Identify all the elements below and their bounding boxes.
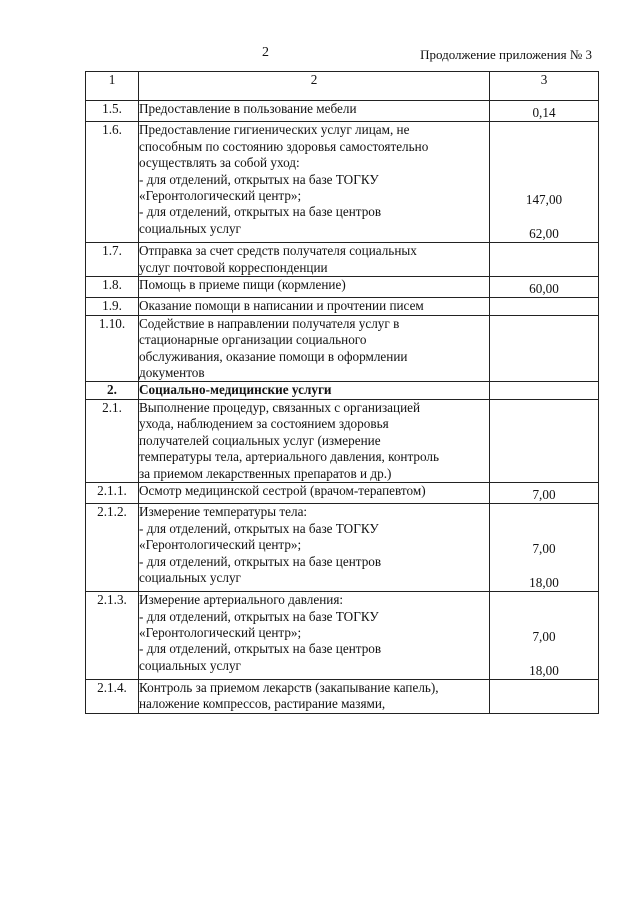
- service-name: [139, 399, 490, 482]
- continuation-label: Продолжение приложения № 3: [420, 47, 592, 62]
- service-name-line: ухода, наблюдением за состоянием здоровья: [139, 416, 389, 432]
- service-name-line: Помощь в приеме пищи (кормление): [139, 277, 346, 293]
- column-header-1: 1: [86, 72, 139, 101]
- row-number: 1.6.: [86, 122, 139, 243]
- service-name-line: Предоставление гигиенических услуг лицам, не: [139, 122, 410, 138]
- tariff-value-item: 60,00: [529, 281, 559, 297]
- service-name: [139, 122, 490, 243]
- tariff-value-item: 62,00: [529, 225, 559, 241]
- row-number: 1.9.: [86, 298, 139, 315]
- service-name: [139, 298, 490, 315]
- tariff-value-item: 0,14: [532, 105, 556, 120]
- service-name: [139, 592, 490, 680]
- service-name-line: Выполнение процедур, связанных с организацией: [139, 399, 421, 415]
- table-row: [86, 101, 599, 122]
- service-name-line: «Геронтологический центр»;: [139, 537, 302, 553]
- service-name-line: документов: [139, 365, 205, 381]
- service-name-line: «Геронтологический центр»;: [139, 188, 302, 204]
- table-row: [86, 382, 599, 399]
- column-header-3: 3: [490, 72, 599, 101]
- service-name: [139, 382, 490, 399]
- tariff-value: [490, 122, 599, 243]
- table-row: [86, 679, 599, 713]
- service-name: [139, 101, 490, 122]
- table-row: [86, 298, 599, 315]
- tariff-value-item: [490, 680, 598, 684]
- row-number: 1.8.: [86, 277, 139, 298]
- service-name-line: осуществлять за собой уход:: [139, 155, 300, 171]
- row-number: 2.1.4.: [86, 679, 139, 713]
- tariff-value: [490, 482, 599, 503]
- service-name-line: Содействие в направлении получателя услуг в: [139, 315, 400, 331]
- service-name-line: способным по состоянию здоровья самостоятельно: [139, 138, 429, 154]
- tariff-value-item: [490, 316, 598, 320]
- table-row: [86, 243, 599, 277]
- service-name: [139, 277, 490, 298]
- table-row: [86, 315, 599, 382]
- service-name-line: Оказание помощи в написании и прочтении писем: [139, 298, 424, 314]
- table-row: [86, 399, 599, 482]
- table-row: [86, 504, 599, 592]
- service-name-line: - для отделений, открытых на базе центров: [139, 641, 382, 657]
- tariff-value-item: 18,00: [529, 574, 559, 590]
- tariff-value-item: 18,00: [529, 662, 559, 678]
- service-name: [139, 482, 490, 503]
- service-name-line: Социально-медицинские услуги: [139, 382, 332, 398]
- service-name-line: «Геронтологический центр»;: [139, 624, 302, 640]
- service-name: [139, 243, 490, 277]
- column-header-2: 2: [139, 72, 490, 101]
- tariff-value: [490, 504, 599, 592]
- row-number: 1.7.: [86, 243, 139, 277]
- service-name-line: социальных услуг: [139, 657, 241, 673]
- tariff-value-item: 7,00: [532, 541, 556, 557]
- table-row: [86, 122, 599, 243]
- tariff-value: [490, 243, 599, 277]
- service-name: [139, 315, 490, 382]
- service-name-line: социальных услуг: [139, 220, 241, 236]
- tariff-value-item: [490, 243, 598, 247]
- service-name-line: - для отделений, открытых на базе ТОГКУ: [139, 520, 379, 536]
- page-number: 2: [262, 45, 269, 60]
- service-name: [139, 504, 490, 592]
- tariff-value: [490, 277, 599, 298]
- tariff-value-item: [490, 298, 598, 302]
- service-name-line: Измерение температуры тела:: [139, 504, 308, 520]
- table-row: [86, 592, 599, 680]
- service-name-line: социальных услуг: [139, 569, 241, 585]
- service-name-line: температуры тела, артериального давления, контроль: [139, 449, 440, 465]
- service-name-line: - для отделений, открытых на базе ТОГКУ: [139, 608, 379, 624]
- table-row: [86, 277, 599, 298]
- row-number: 2.1.1.: [86, 482, 139, 503]
- tariff-value: [490, 399, 599, 482]
- row-number: 1.5.: [86, 101, 139, 122]
- row-number: 2.1.2.: [86, 504, 139, 592]
- service-name-line: Отправка за счет средств получателя социальных: [139, 243, 417, 259]
- tariff-value: [490, 298, 599, 315]
- table-body: [86, 72, 599, 714]
- service-name: [139, 679, 490, 713]
- tariff-value-item: 7,00: [532, 486, 556, 502]
- row-number: 2.1.: [86, 399, 139, 482]
- row-number: 2.: [86, 382, 139, 399]
- tariff-value: [490, 592, 599, 680]
- service-name-line: - для отделений, открытых на базе центров: [139, 553, 382, 569]
- tariff-value: [490, 315, 599, 382]
- service-name-line: за приемом лекарственных препаратов и др.): [139, 465, 392, 481]
- tariff-value: [490, 101, 599, 122]
- service-name-line: Осмотр медицинской сестрой (врачом-терапевтом): [139, 482, 426, 498]
- table-row: [86, 482, 599, 503]
- service-name-line: получателей социальных услуг (измерение: [139, 432, 381, 448]
- service-name-line: обслуживания, оказание помощи в оформлении: [139, 348, 408, 364]
- service-name-line: - для отделений, открытых на базе ТОГКУ: [139, 171, 379, 187]
- tariff-value-item: [490, 400, 598, 404]
- service-name-line: - для отделений, открытых на базе центров: [139, 204, 382, 220]
- service-name-line: наложение компрессов, растирание мазями,: [139, 696, 386, 712]
- tariff-table: [85, 71, 599, 714]
- row-number: 1.10.: [86, 315, 139, 382]
- tariff-value: [490, 679, 599, 713]
- header-row: [86, 72, 599, 101]
- tariff-value-item: [490, 382, 598, 386]
- service-name-line: Измерение артериального давления:: [139, 592, 344, 608]
- service-name-line: Контроль за приемом лекарств (закапывание капель),: [139, 679, 439, 695]
- tariff-value-item: 7,00: [532, 629, 556, 645]
- service-name-line: Предоставление в пользование мебели: [139, 101, 357, 116]
- tariff-value: [490, 382, 599, 399]
- tariff-value-item: 147,00: [525, 192, 563, 208]
- row-number: 2.1.3.: [86, 592, 139, 680]
- service-name-line: стационарные организации социального: [139, 332, 367, 348]
- service-name-line: услуг почтовой корреспонденции: [139, 259, 328, 275]
